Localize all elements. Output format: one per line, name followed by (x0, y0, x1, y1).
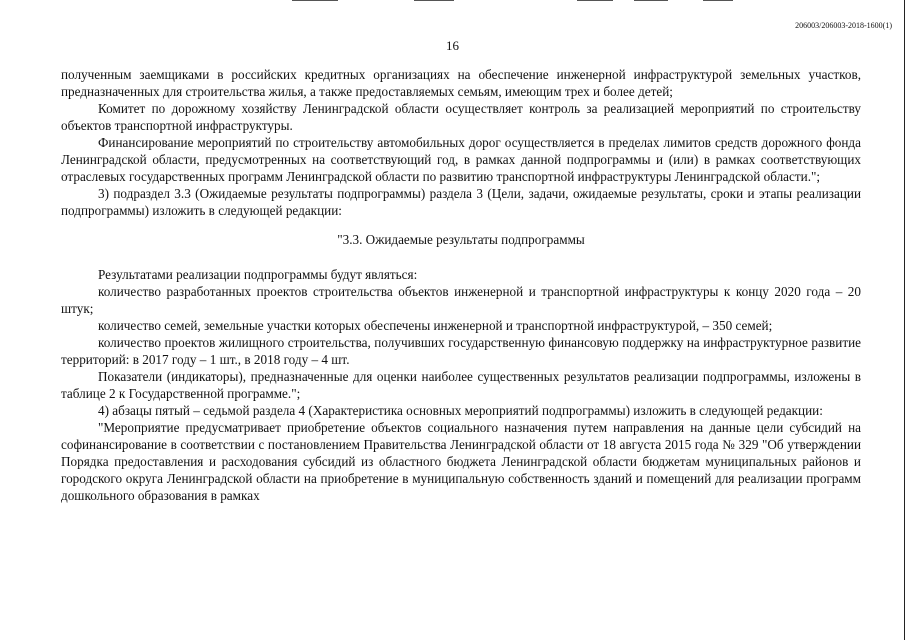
paragraph: Финансирование мероприятий по строительству автомобильных дорог осуществляется в пределах лимитов средств дорожного фонда Ленинградской области, предусмотренных на соответствующий год, в рамках данной подпрограммы и (или) в рамках соответствующих отраслевых государственных программ Ленинградской области по развитию транспортной инфраструктуры Ленинградской области."; (61, 135, 861, 184)
paragraph: количество разработанных проектов строительства объектов инженерной и транспортной инфраструктуры к концу 2020 года – 20 штук; (61, 284, 861, 316)
paragraph: 3) подраздел 3.3 (Ожидаемые результаты подпрограммы) раздела 3 (Цели, задачи, ожидаемые результаты, сроки и этапы реализации подпрограммы) изложить в следующей редакции: (61, 186, 861, 218)
paragraph: Комитет по дорожному хозяйству Ленинградской области осуществляет контроль за реализацией мероприятий по строительству объектов транспортной инфраструктуры. (61, 101, 861, 133)
paragraph: 4) абзацы пятый – седьмой раздела 4 (Характеристика основных мероприятий подпрограммы) изложить в следующей редакции: (98, 403, 823, 418)
paragraph: количество проектов жилищного строительства, получивших государственную финансовую поддержку на инфраструктурное развитие территорий: в 2017 году – 1 шт., в 2018 году – 4 шт. (61, 335, 861, 367)
paragraph: Результатами реализации подпрограммы будут являться: (98, 267, 418, 282)
page-number: 16 (446, 38, 459, 53)
paragraph: полученным заемщиками в российских кредитных организациях на обеспечение инженерной инфраструктурой земельных участков, предназначенных для строительства жилья, а также предоставляемых семьям, имеющим трех и более детей; (61, 67, 861, 99)
scan-top-edge (0, 0, 905, 3)
paragraph: количество семей, земельные участки которых обеспечены инженерной и транспортной инфраструктурой, – 350 семей; (98, 318, 773, 333)
document-id: 206003/206003-2018-1600(1) (795, 21, 892, 30)
document-body (61, 66, 861, 504)
paragraph: Показатели (индикаторы), предназначенные для оценки наиболее существенных результатов реализации подпрограммы, изложены в таблице 2 к Государственной программе."; (61, 369, 861, 401)
paragraph: "Мероприятие предусматривает приобретение объектов социального назначения путем направления на данные цели субсидий на софинансирование в соответствии с постановлением Правительства Ленинградской области от 18 августа 2015 года № 329 "Об утверждении Порядка предоставления и расходования субсидий из областного бюджета Ленинградской области бюджетам муниципальных районов и городского округа Ленинградской области на приобретение в муниципальную собственность зданий и помещений для реализации программ дошкольного образования в рамках (61, 420, 861, 503)
section-heading: "3.3. Ожидаемые результаты подпрограммы (337, 232, 585, 247)
